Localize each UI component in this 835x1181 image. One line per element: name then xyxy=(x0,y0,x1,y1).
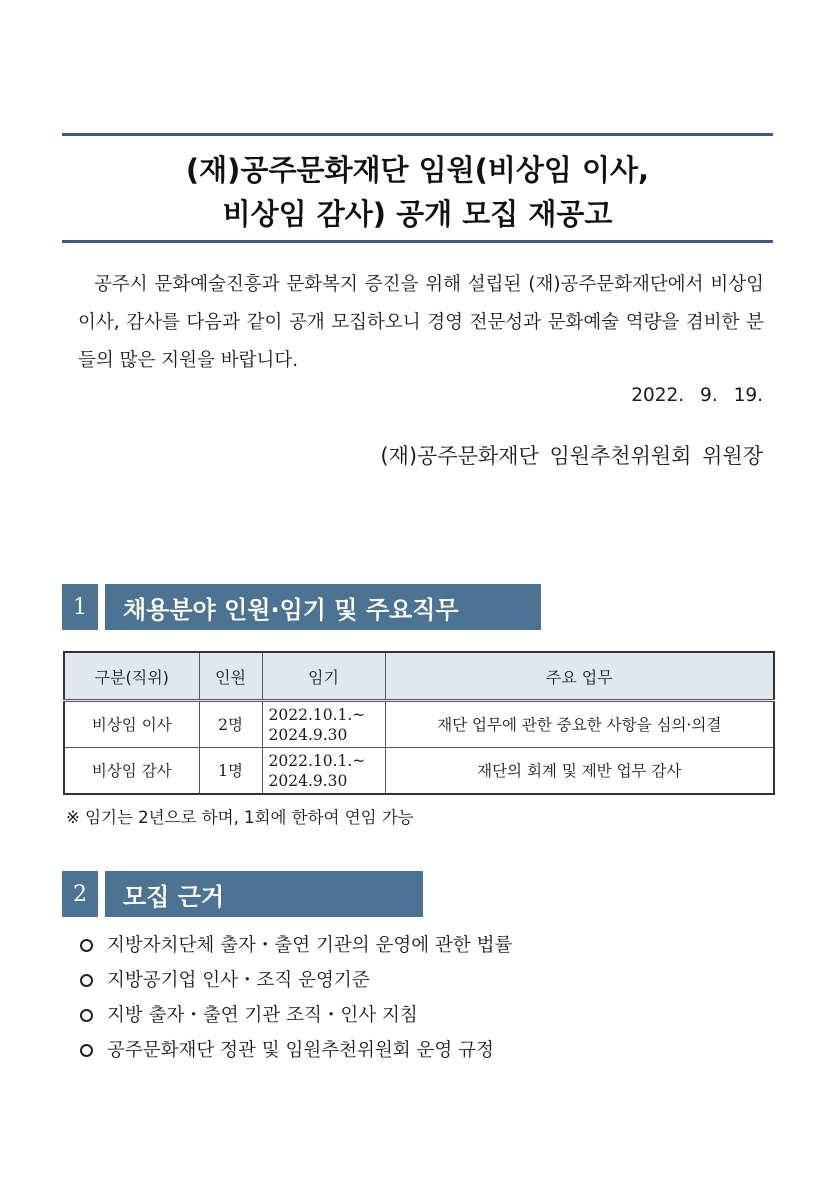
section-1-title: 채용분야 인원·임기 및 주요직무 xyxy=(105,584,541,630)
cell-term xyxy=(262,748,385,795)
section-2-number: 2 xyxy=(62,871,98,917)
cell-duty: 재단의 회계 및 제반 업무 감사 xyxy=(385,748,774,795)
term-end: 2024.9.30 xyxy=(268,725,348,744)
cell-position: 비상임 이사 xyxy=(64,701,199,748)
header-duty: 주요 업무 xyxy=(385,652,774,701)
table-header-row xyxy=(64,652,774,701)
section-2-heading xyxy=(62,871,423,917)
intro-paragraph: 공주시 문화예술진흥과 문화복지 증진을 위해 설립된 (재)공주문화재단에서 비상임 이사, 감사를 다음과 같이 공개 모집하오니 경영 전문성과 문화예술 역량을 겸비한 분들의 많은 지원을 바랍니다. xyxy=(78,274,764,371)
section-1-number: 1 xyxy=(62,584,98,630)
header-count: 인원 xyxy=(199,652,262,701)
notice-date: 2022. 9. 19. xyxy=(631,385,763,406)
term-start: 2022.10.1.~ xyxy=(268,751,366,770)
issuing-organization: (재)공주문화재단 임원추천위원회 위원장 xyxy=(380,444,763,468)
cell-count: 1명 xyxy=(199,748,262,795)
cell-term xyxy=(262,701,385,748)
list-item-text: 지방공기업 인사・조직 운영기준 xyxy=(107,970,370,991)
circle-bullet-icon xyxy=(80,1044,93,1057)
title-line-2: 비상임 감사) 공개 모집 재공고 xyxy=(222,197,613,231)
title-top-rule xyxy=(62,133,773,136)
legal-basis-list xyxy=(80,928,512,1068)
term-start: 2022.10.1.~ xyxy=(268,705,366,724)
term-note: ※ 임기는 2년으로 하며, 1회에 한하여 연임 가능 xyxy=(66,808,414,827)
table-row xyxy=(64,748,774,795)
circle-bullet-icon xyxy=(80,974,93,987)
list-item-text: 공주문화재단 정관 및 임원추천위원회 운영 규정 xyxy=(107,1040,494,1061)
section-1-heading xyxy=(62,584,541,630)
title-bottom-rule xyxy=(62,240,773,243)
list-item xyxy=(80,1033,512,1068)
cell-duty: 재단 업무에 관한 중요한 사항을 심의·의결 xyxy=(385,701,774,748)
list-item xyxy=(80,928,512,963)
recruitment-table xyxy=(63,651,775,795)
list-item xyxy=(80,998,512,1033)
list-item xyxy=(80,963,512,998)
list-item-text: 지방자치단체 출자・출연 기관의 운영에 관한 법률 xyxy=(107,935,513,956)
page-title xyxy=(62,148,773,236)
circle-bullet-icon xyxy=(80,939,93,952)
cell-count: 2명 xyxy=(199,701,262,748)
header-term: 임기 xyxy=(262,652,385,701)
term-end: 2024.9.30 xyxy=(268,771,348,790)
circle-bullet-icon xyxy=(80,1009,93,1022)
title-line-1: (재)공주문화재단 임원(비상임 이사, xyxy=(185,153,650,187)
section-2-title: 모집 근거 xyxy=(105,871,423,917)
header-position: 구분(직위) xyxy=(64,652,199,701)
cell-position: 비상임 감사 xyxy=(64,748,199,795)
list-item-text: 지방 출자・출연 기관 조직・인사 지침 xyxy=(107,1005,418,1026)
table-row xyxy=(64,701,774,748)
